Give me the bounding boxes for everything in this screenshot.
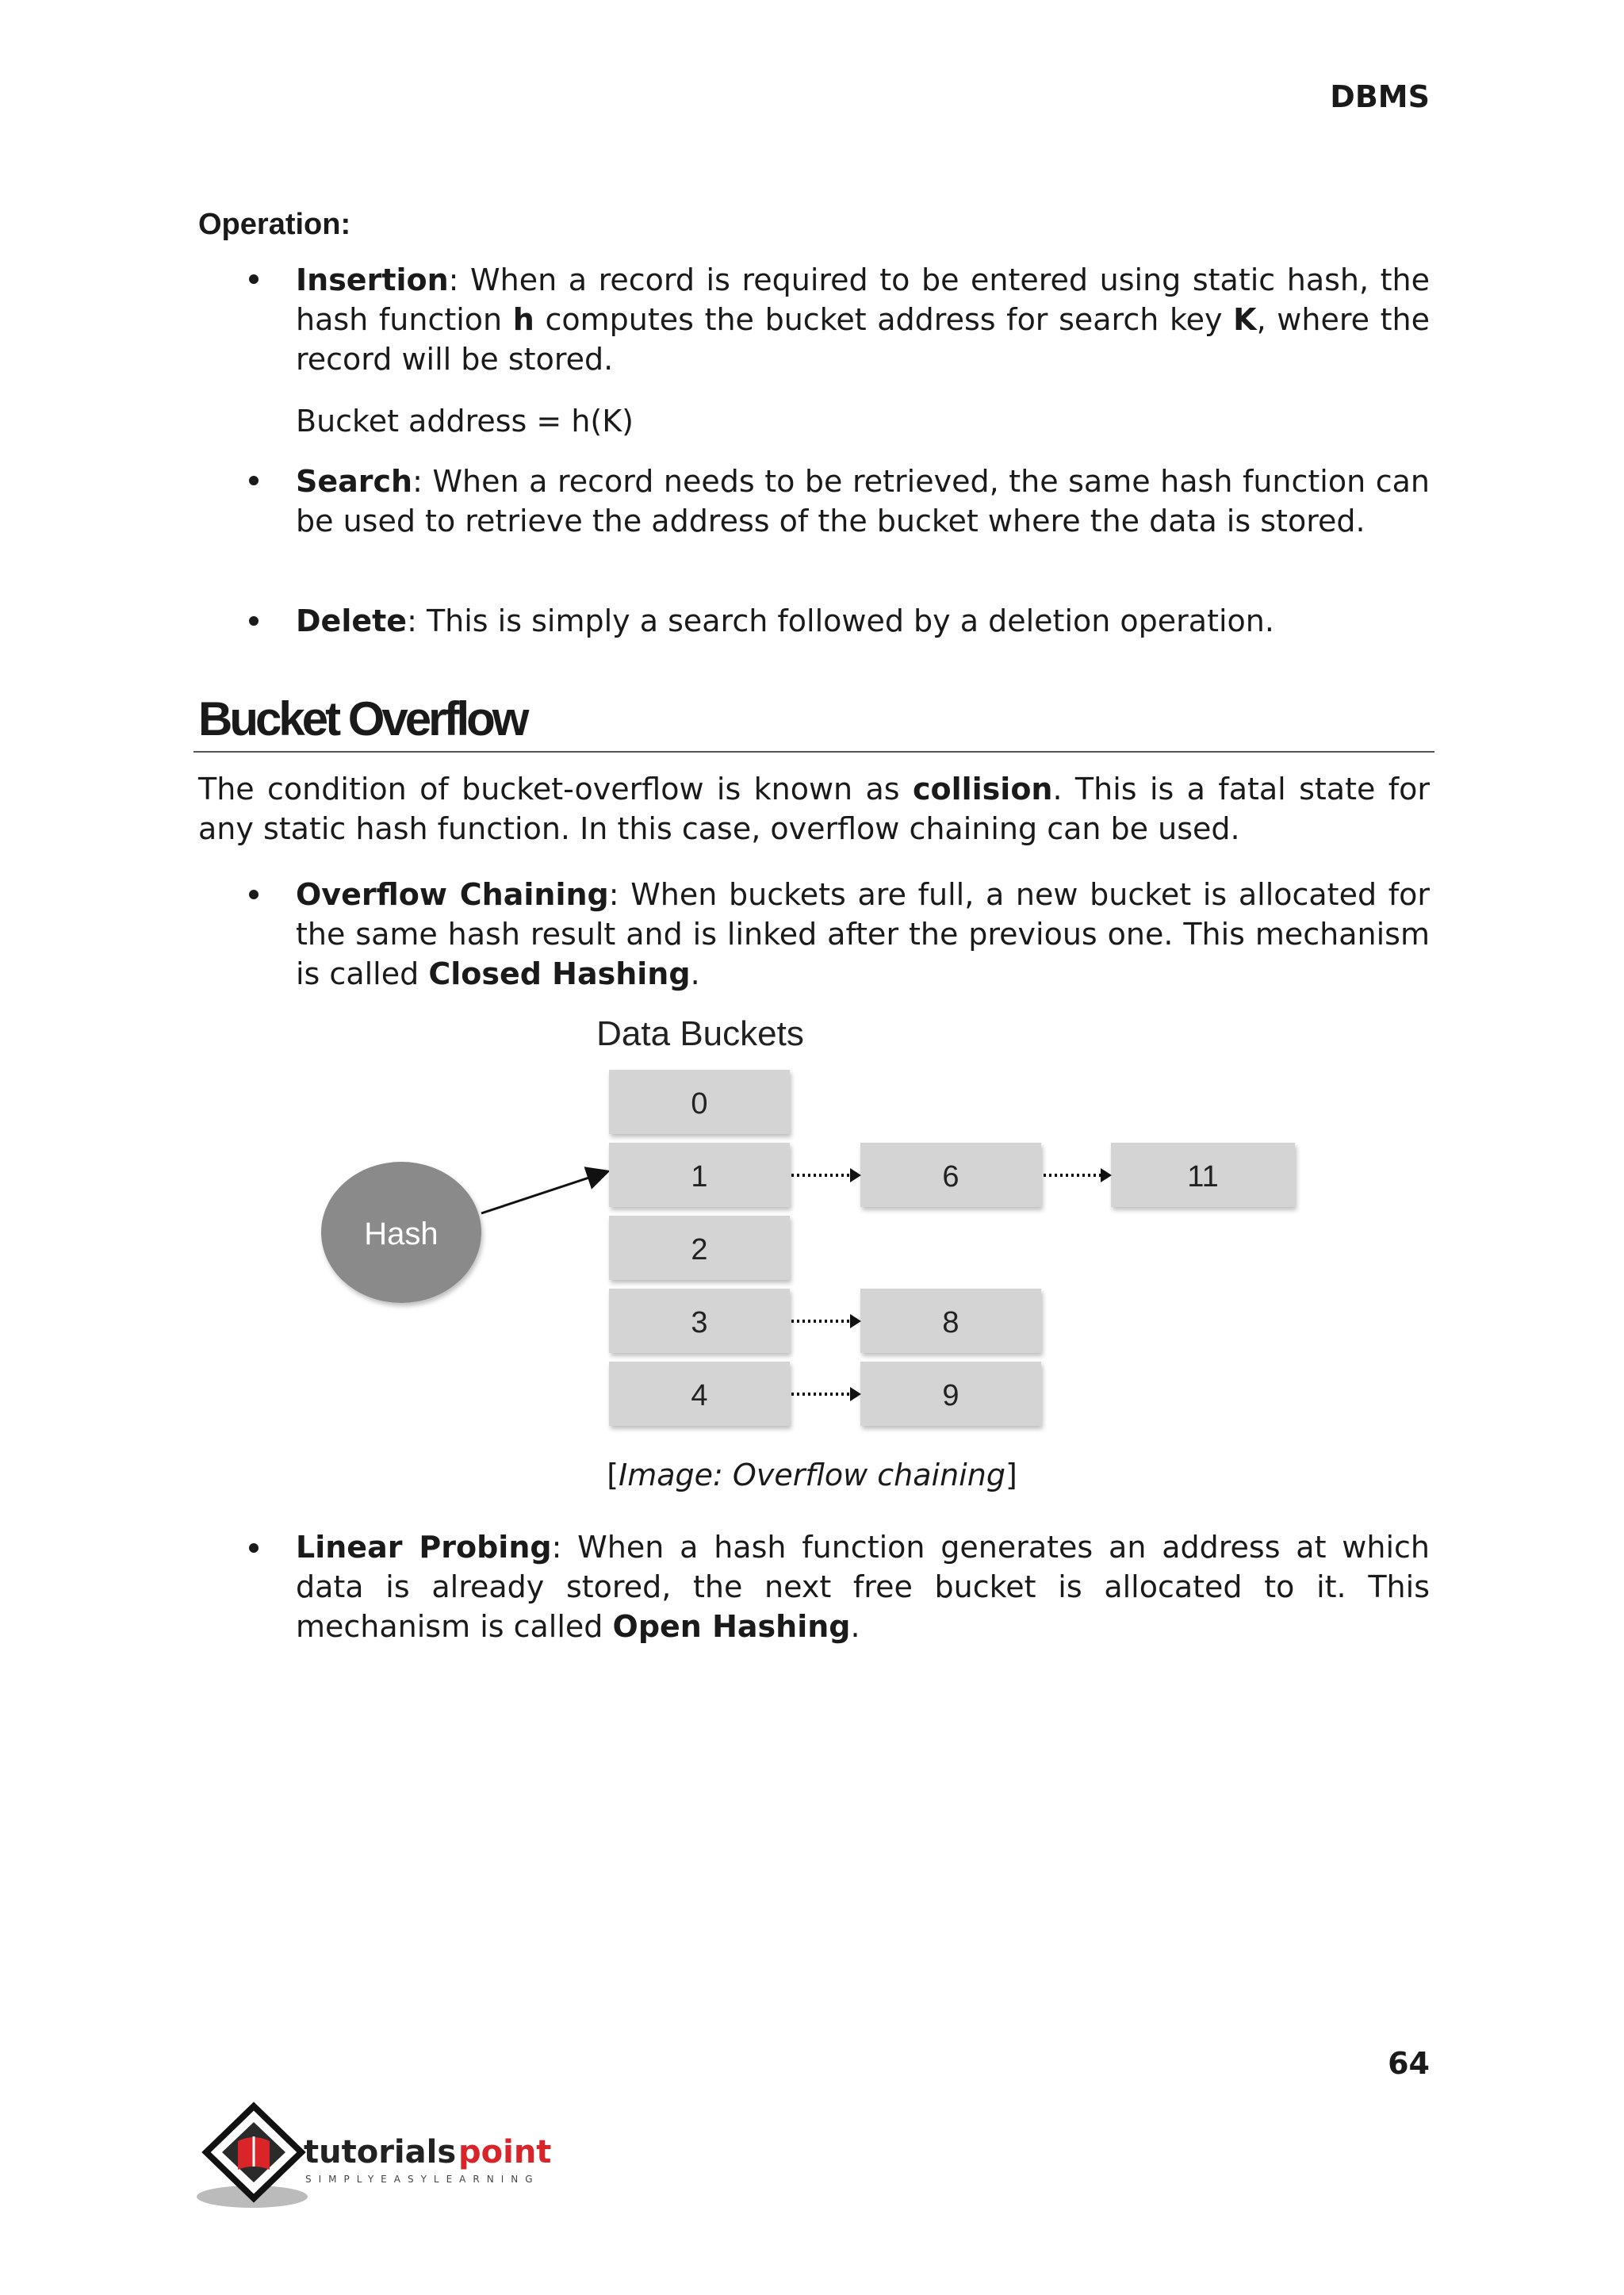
chaining-text-2: . <box>690 956 700 991</box>
chain-arrows <box>791 1175 1104 1394</box>
insertion-k: K <box>1233 302 1257 337</box>
search-term: Search <box>296 464 413 499</box>
hash-label: Hash <box>364 1216 439 1251</box>
bucket-column <box>609 1070 790 1426</box>
bucket-label: 2 <box>691 1233 708 1266</box>
hash-arrow <box>481 1172 606 1213</box>
probing-text-1: : When a hash function generates an address at which data is already stored, the next free bucket is allocated to it. This mechanism is called <box>296 1530 1430 1644</box>
caption-italic: Image: Overflow chaining <box>619 1458 1005 1492</box>
overflow-label: 9 <box>942 1379 959 1412</box>
delete-term: Delete <box>296 603 408 638</box>
overflow-boxes <box>860 1143 1295 1426</box>
insertion-text-1: : When a record is required to be entered using static hash, the hash function <box>296 262 1430 337</box>
diagram-title: Data Buckets <box>596 1014 804 1053</box>
bucket-label: 4 <box>691 1379 708 1412</box>
closed-hashing-term: Closed Hashing <box>428 956 691 991</box>
logo-main-text: tutorials <box>304 2134 457 2170</box>
chain-arrowhead <box>850 1314 861 1328</box>
intro-text-2: . This is a fatal state for any static hash function. In this case, overflow chaining can be used. <box>198 772 1430 846</box>
section-title: Bucket Overflow <box>198 692 527 745</box>
chaining-text-1: : When buckets are full, a new bucket is allocated for the same hash result and is linked after the previous one. This mechanism is called <box>296 877 1430 991</box>
overflow-label: 11 <box>1187 1160 1219 1193</box>
bucket-label: 1 <box>691 1160 708 1193</box>
chaining-term: Overflow Chaining <box>296 877 609 912</box>
caption-close: ] <box>1005 1458 1017 1492</box>
logo-tagline: SIMPLYEASYLEARNING <box>305 2174 540 2185</box>
insertion-h: h <box>512 302 534 337</box>
page-number: 64 <box>1388 2046 1430 2081</box>
delete-text: : This is simply a search followed by a deletion operation. <box>407 603 1274 638</box>
logo-accent-text: point <box>458 2134 552 2170</box>
insertion-text-2: computes the bucket address for search key <box>534 302 1234 337</box>
probing-paragraph <box>296 1527 1430 1646</box>
chain-arrowhead <box>850 1168 861 1182</box>
operation-heading: Operation: <box>198 208 351 241</box>
chain-arrowhead <box>850 1387 861 1401</box>
overflow-label: 8 <box>942 1306 959 1339</box>
open-hashing-term: Open Hashing <box>612 1609 851 1644</box>
overflow-label: 6 <box>942 1160 959 1193</box>
header-title: DBMS <box>1330 79 1430 114</box>
figure-caption <box>0 1458 1624 1492</box>
bucket-address-formula: Bucket address = h(K) <box>296 404 634 439</box>
bullet-probing <box>249 1543 259 1553</box>
insertion-text-3: , where the record will be stored. <box>296 302 1431 377</box>
collision-term: collision <box>912 772 1053 807</box>
intro-text-1: The condition of bucket-overflow is known as <box>198 772 913 807</box>
bucket-label: 0 <box>691 1087 708 1121</box>
caption-open: [ <box>607 1458 619 1492</box>
search-text: : When a record needs to be retrieved, the same hash function can be used to retrieve the address of the bucket where the data is stored. <box>296 464 1430 538</box>
tutorialspoint-logo <box>197 2106 551 2208</box>
probing-term: Linear Probing <box>296 1530 552 1565</box>
insertion-term: Insertion <box>296 262 449 297</box>
probing-text-2: . <box>850 1609 860 1644</box>
bucket-label: 3 <box>691 1306 708 1339</box>
chain-arrowhead <box>1101 1168 1112 1182</box>
